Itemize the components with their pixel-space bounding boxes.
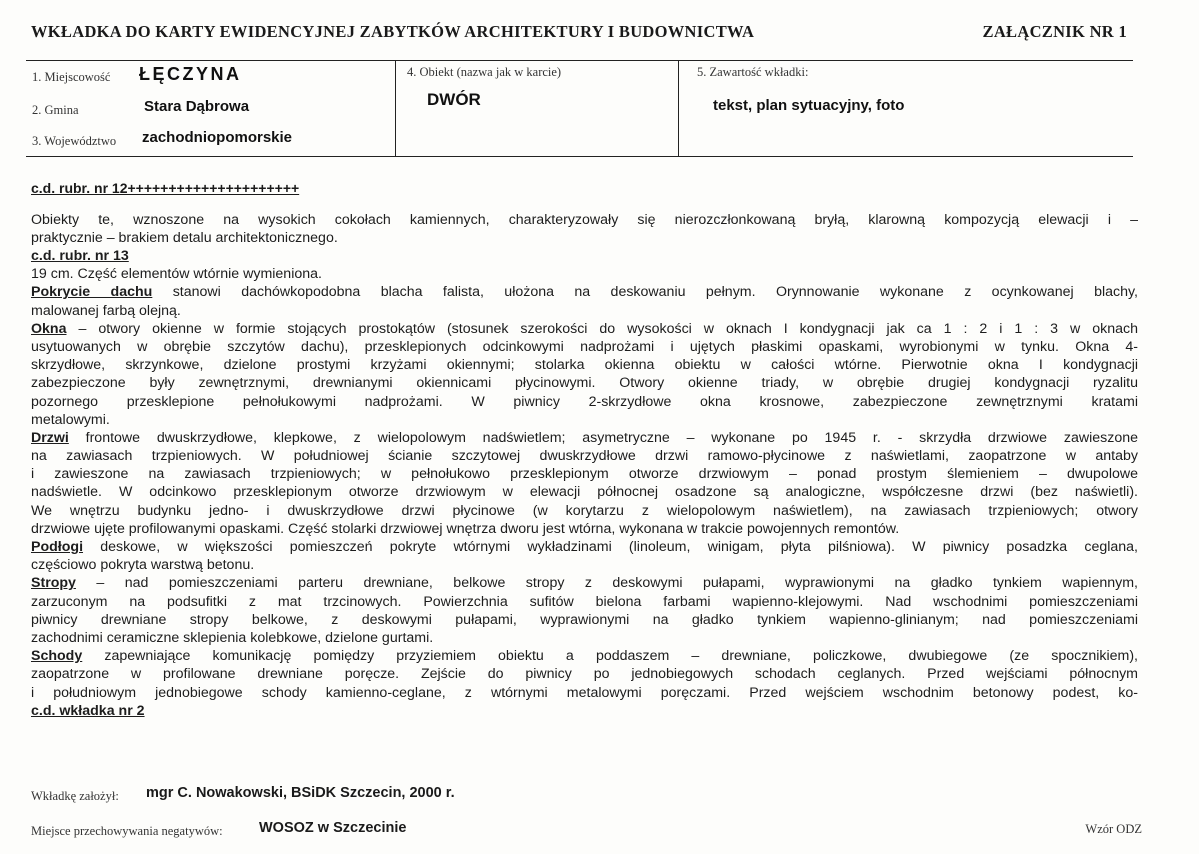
text-line: praktycznie – brakiem detalu architektonicznego. <box>31 230 338 247</box>
rubric-13-heading-text: c.d. rubr. nr 13 <box>31 248 129 264</box>
text-line: i zawieszone na zawiasach trzpieniowych; w pełnołukowo przesklepionym otworze drzwiowym – ponad prostym ślemieniem – dwupolowe <box>31 466 1138 483</box>
text-line: pozornego przesklepione pełnołukowymi nadprożami. W piwnicy 2-skrzydłowe okna krosnowe, zabezpieczone zewnętrznymi kratami <box>31 393 1138 410</box>
text-line: zachodnimi ceramiczne sklepienia kolebkowe, dzielone gurtami. <box>31 629 434 646</box>
keyword-windows: Okna <box>31 320 67 337</box>
stairs-text: zapewniające komunikację pomiędzy przyziemiem obiektu a poddaszem – drewniane, policzkowe, dwubiegowe (ze spocznikiem), <box>82 648 1138 665</box>
document-title: WKŁADKA DO KARTY EWIDENCYJNEJ ZABYTKÓW ARCHITEKTURY I BUDOWNICTWA <box>31 22 755 41</box>
rubric-12-text <box>31 211 1138 247</box>
doors-text: frontowe dwuskrzydłowe, klepkowe, z wielopolowym nadświetlem; asymetryczne – wykonane po 1945 r. - skrzydła drzwiowe zawieszone <box>68 429 1138 446</box>
text-line: malowanej farbą olejną. <box>31 302 181 319</box>
form-pattern: Wzór ODZ <box>1085 822 1142 836</box>
text-line: We wnętrzu budynku jedno- i dwuskrzydłowe drzwi płycinowe (w korytarzu z wielopolowym naświetlem), na zawiasach trzpieniowych; otwory <box>31 502 1138 519</box>
field-label-locality: 1. Miejscowość <box>32 70 111 84</box>
text-line <box>31 647 1138 665</box>
text-line <box>31 320 1138 338</box>
text-line: Obiekty te, wznoszone na wysokich cokołach kamiennych, charakteryzowały się nierozczłonkowaną bryłą, klarowną kompozycją elewacji i – <box>31 212 1138 228</box>
text-line: skrzydłowe, skrzynkowe, dzielone prostymi krzyżami okiennymi; stolarka okienna obiektu w całości wtórne. Pierwotnie okna I kondygnacji <box>31 357 1138 374</box>
text-line: drzwiowe ujęte profilowanymi opaskami. Część stolarki drzwiowej wnętrza dworu jest wtórna, wykonana w trakcie powojennych remontów. <box>31 520 900 537</box>
field-value-contents: tekst, plan sytuacyjny, foto <box>713 97 905 114</box>
text-line: piwnicy drewniane stropy belkowe, z deskowymi pułapami, wyprawionymi na gładko tynkiem wapienno-glinianym; nad pomieszczeniami <box>31 611 1138 628</box>
storage-value: WOSOZ w Szczecinie <box>259 820 407 836</box>
author-label: Wkładkę założył: <box>31 789 119 803</box>
text-line <box>31 574 1138 592</box>
text-line <box>31 429 1138 447</box>
form-fields-box <box>26 60 1133 157</box>
text-line: usytuowanych w obrębie szczytów dachu), przesklepionych odcinkowymi nadprożami i ujętych płaskimi opaskami, wyrobionymi w tynku. Okna 4- <box>31 338 1138 355</box>
field-value-locality: ŁĘCZYNA <box>139 64 242 84</box>
text-line: zaopatrzone w profilowane drewniane poręcze. Zejście do piwnicy po jednobiegowych schodach ceglanych. Przed wejściami północnym <box>31 666 1138 683</box>
keyword-floors: Podłogi <box>31 539 84 555</box>
continuation-line <box>31 702 1138 720</box>
keyword-stairs: Schody <box>31 648 83 665</box>
text-line: metalowymi. <box>31 411 110 428</box>
annex-number: ZAŁĄCZNIK NR 1 <box>982 22 1127 41</box>
text-line: 19 cm. Część elementów wtórnie wymieniona. <box>31 266 322 283</box>
floors-text: deskowe, w większości pomieszczeń pokryte wtórnymi wykładzinami (linoleum, winigam, płyta pilśniowa). W piwnicy posadzka ceglana, <box>83 539 1138 555</box>
continuation-link: c.d. wkładka nr 2 <box>31 702 145 719</box>
rubric-12-heading: c.d. rubr. nr 12+++++++++++++++++++++ <box>31 180 300 196</box>
ceilings-text: – nad pomieszczeniami parteru drewniane, belkowe stropy z deskowymi pułapami, wyprawionymi na gładko tynkiem wapiennym, <box>75 575 1138 592</box>
text-line <box>31 538 1138 556</box>
field-divider <box>395 61 396 156</box>
field-value-object: DWÓR <box>427 90 481 109</box>
text-line: nadświetle. W odcinkowo przesklepionym otworze drzwiowym w elewacji północnej osadzone są analogiczne, współczesne drzwi (bez naświetli). <box>31 484 1138 501</box>
text-line: częściowo pokryta warstwą betonu. <box>31 557 255 574</box>
author-value: mgr C. Nowakowski, BSiDK Szczecin, 2000 r. <box>146 785 455 801</box>
field-value-voivodeship: zachodniopomorskie <box>142 129 293 146</box>
field-label-commune: 2. Gmina <box>32 103 79 117</box>
rubric-13-heading <box>31 247 1138 265</box>
keyword-ceilings: Stropy <box>31 575 76 592</box>
field-value-commune: Stara Dąbrowa <box>144 98 250 115</box>
field-label-contents: 5. Zawartość wkładki: <box>697 65 809 79</box>
text-line: zarzuconym na podsufitki z mat trzcinowych. Powierzchnia sufitów bielona farbami wapienno-klejowymi. Nad wschodnimi pomieszczeniami <box>31 593 1138 610</box>
field-label-voivodeship: 3. Województwo <box>32 134 117 148</box>
text-line: i południowym jednobiegowe schody kamienno-ceglane, z wtórnymi metalowymi poręczami. Przed wejściem wschodnim betonowy podest, ko- <box>31 684 1138 701</box>
keyword-roofing: Pokrycie dachu <box>31 284 153 301</box>
rubric-13-text <box>31 247 1138 720</box>
roofing-text: stanowi dachówkopodobna blacha falista, ułożona na deskowaniu pełnym. Orynnowanie wykonane z ocynkowanej blachy, <box>152 284 1138 301</box>
field-label-object: 4. Obiekt (nazwa jak w karcie) <box>407 65 562 79</box>
text-line <box>31 283 1138 301</box>
text-line: zabezpieczone były zewnętrznymi, drewnianymi okiennicami płycinowymi. Otwory okienne triady, w obrębie drugiej kondygnacji ryzalitu <box>31 375 1138 392</box>
storage-label: Miejsce przechowywania negatywów: <box>31 824 223 838</box>
text-line: na zawiasach trzpieniowych. W południowej ścianie szczytowej dwuskrzydłowe drzwi ramowo-płycinowe z naświetlami, zaopatrzone w antaby <box>31 448 1138 465</box>
windows-text: – otwory okienne w formie stojących prostokątów (stosunek szerokości do wysokości w oknach I kondygnacji jak ca 1 : 2 i 1 : 3 w oknach <box>66 320 1138 337</box>
keyword-doors: Drzwi <box>31 429 69 446</box>
field-divider <box>678 61 679 156</box>
